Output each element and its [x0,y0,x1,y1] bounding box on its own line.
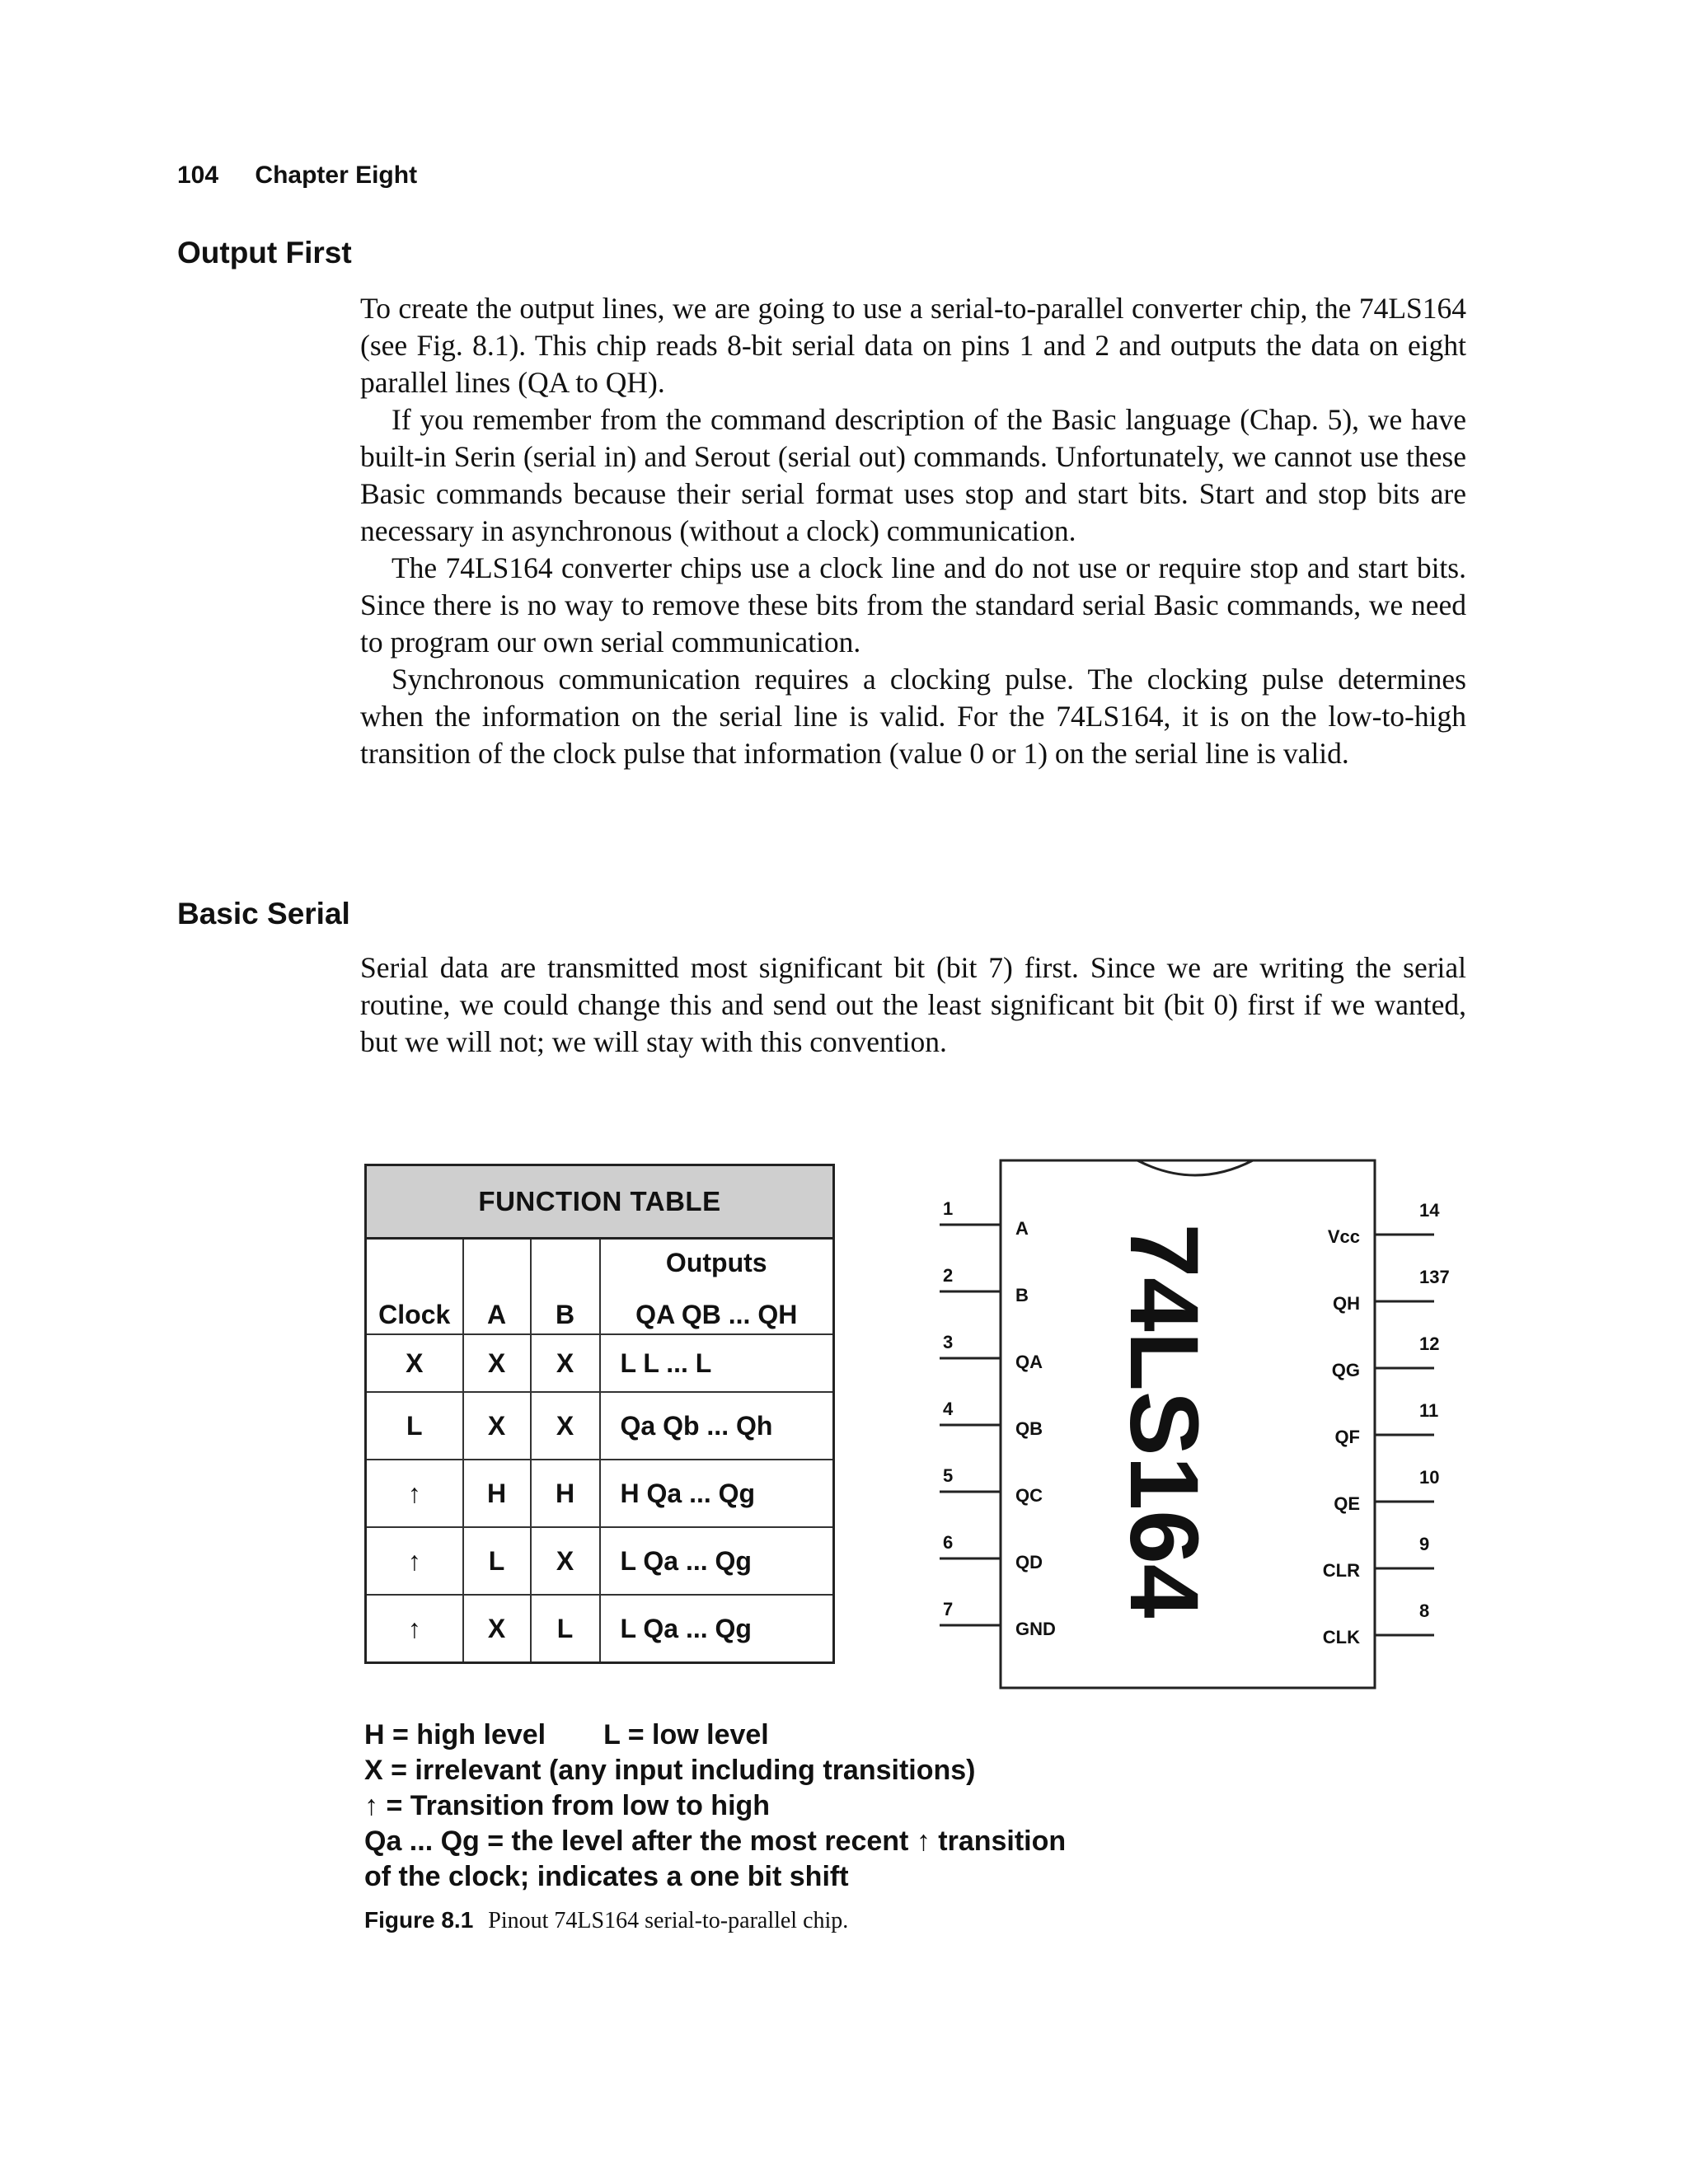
legend-item: L = low level [603,1719,769,1750]
pin-label: QH [1333,1293,1360,1314]
table-cell: L Qa ... Qg [600,1595,834,1663]
table-cell: X [463,1334,531,1392]
table-row [366,1392,834,1460]
table-cell: L [531,1595,600,1663]
pin-number: 7 [943,1599,954,1619]
table-cell: H Qa ... Qg [600,1460,834,1527]
pin-label: CLK [1322,1627,1360,1647]
column-header: B [531,1286,600,1334]
pin-number: 137 [1419,1267,1450,1287]
table-row [366,1460,834,1527]
figure-8-1 [354,1157,1492,1948]
paragraph: If you remember from the command description of the Basic language (Chap. 5), we have built-in Serin (serial in) and Serout (serial out) commands. Unfortunately, we cannot use these Basic commands because their serial format uses stop and start bits. Start and stop bits are necessary in asynchronous (without a clock) communication. [360,403,1466,547]
chip-name: 74LS164 [1109,1223,1218,1619]
table-cell: H [463,1460,531,1527]
legend-item: ↑ = Transition from low to high [364,1790,771,1821]
right-pin [1333,1267,1450,1314]
column-header: QA QB ... QH [600,1286,834,1334]
table-cell: X [463,1392,531,1460]
table-cell: L [366,1392,463,1460]
table-cell: ↑ [366,1460,463,1527]
pin-number: 5 [943,1465,954,1486]
right-pin [1332,1333,1440,1380]
pin-label: QC [1015,1485,1043,1506]
table-cell: Qa Qb ... Qh [600,1392,834,1460]
pin-label: B [1015,1285,1029,1305]
paragraph: The 74LS164 converter chips use a clock line and do not use or require stop and start bits. Since there is no way to remove these bits from the standard serial Basic commands, we need to program our own serial communication. [360,551,1466,658]
pin-number: 12 [1419,1333,1440,1354]
right-pin [1334,1400,1438,1447]
pin-number: 14 [1419,1200,1440,1221]
chapter-title: Chapter Eight [255,162,418,189]
legend-item: H = high level [364,1719,546,1750]
pin-label: Vcc [1327,1226,1360,1247]
paragraph: To create the output lines, we are going to use a serial-to-parallel converter chip, the 74LS164 (see Fig. 8.1). This chip reads 8-bit serial data on pins 1 and 2 and outputs the data on eight parallel lines (QA to QH). [360,292,1466,399]
pin-number: 6 [943,1532,954,1553]
table-row [366,1527,834,1595]
section-heading-basic-serial: Basic Serial [177,897,350,930]
left-pin [940,1399,1043,1439]
figure-caption-label: Figure 8.1 [364,1907,474,1933]
chip-notch [1137,1160,1253,1175]
left-pin [940,1532,1043,1572]
pin-label: QE [1334,1493,1360,1514]
function-table-title: FUNCTION TABLE [366,1165,834,1239]
column-header: Clock [366,1286,463,1334]
table-cell: L Qa ... Qg [600,1527,834,1595]
left-pin [940,1198,1029,1239]
pin-label: QD [1015,1552,1043,1572]
left-pin [940,1265,1029,1305]
figure-caption-text: Pinout 74LS164 serial-to-parallel chip. [488,1908,849,1933]
table-cell: H [531,1460,600,1527]
pin-number: 4 [943,1399,954,1419]
page-number: 104 [177,162,219,189]
pin-number: 8 [1419,1601,1430,1621]
section-heading-output-first: Output First [177,236,352,269]
pin-label: QB [1015,1418,1043,1439]
column-header: A [463,1286,531,1334]
right-pin [1323,1601,1434,1647]
table-cell: ↑ [366,1527,463,1595]
left-pin [940,1465,1043,1506]
pin-label: GND [1015,1619,1056,1639]
table-row [366,1595,834,1663]
chip-pinout-diagram [931,1157,1459,1701]
section-body-output-first [360,290,1466,772]
figure-caption [364,1907,848,1934]
table-row [366,1334,834,1392]
pin-number: 9 [1419,1534,1430,1554]
function-table-legend [364,1718,1066,1895]
pin-number: 11 [1419,1400,1439,1421]
function-table [364,1164,835,1664]
pin-label: A [1015,1218,1029,1239]
pin-number: 3 [943,1332,954,1352]
pin-number: 10 [1419,1467,1440,1488]
pin-label: QF [1334,1427,1360,1447]
left-pin [940,1599,1056,1639]
table-cell: ↑ [366,1595,463,1663]
pin-label: QG [1331,1360,1360,1380]
table-cell: X [531,1334,600,1392]
legend-item: Qa ... Qg = the level after the most recent ↑ transition [364,1825,1067,1857]
right-pin [1323,1534,1434,1581]
legend-item: X = irrelevant (any input including transitions) [364,1755,976,1786]
table-cell: X [531,1527,600,1595]
table-cell: X [463,1595,531,1663]
pin-label: CLR [1322,1560,1360,1581]
paragraph: Synchronous communication requires a clocking pulse. The clocking pulse determines when the information on the serial line is valid. For the 74LS164, it is on the low-to-high transition of the clock pulse that information (value 0 or 1) on the serial line is valid. [360,663,1466,770]
table-cell: L [463,1527,531,1595]
legend-item: of the clock; indicates a one bit shift [364,1861,849,1892]
section-body-basic-serial [360,949,1466,1061]
pin-number: 2 [943,1265,954,1286]
paragraph: Serial data are transmitted most significant bit (bit 7) first. Since we are writing the serial routine, we could change this and send out the least significant bit (bit 0) first if we wanted, but we will not; we will stay with this convention. [360,951,1466,1058]
right-pin [1328,1200,1440,1247]
outputs-header: Outputs [600,1239,834,1286]
running-head [177,162,417,190]
right-pin [1334,1467,1439,1514]
table-cell: X [531,1392,600,1460]
pin-label: QA [1015,1352,1043,1372]
left-pin [940,1332,1043,1372]
table-cell: X [366,1334,463,1392]
pin-number: 1 [943,1198,954,1219]
table-cell: L L ... L [600,1334,834,1392]
